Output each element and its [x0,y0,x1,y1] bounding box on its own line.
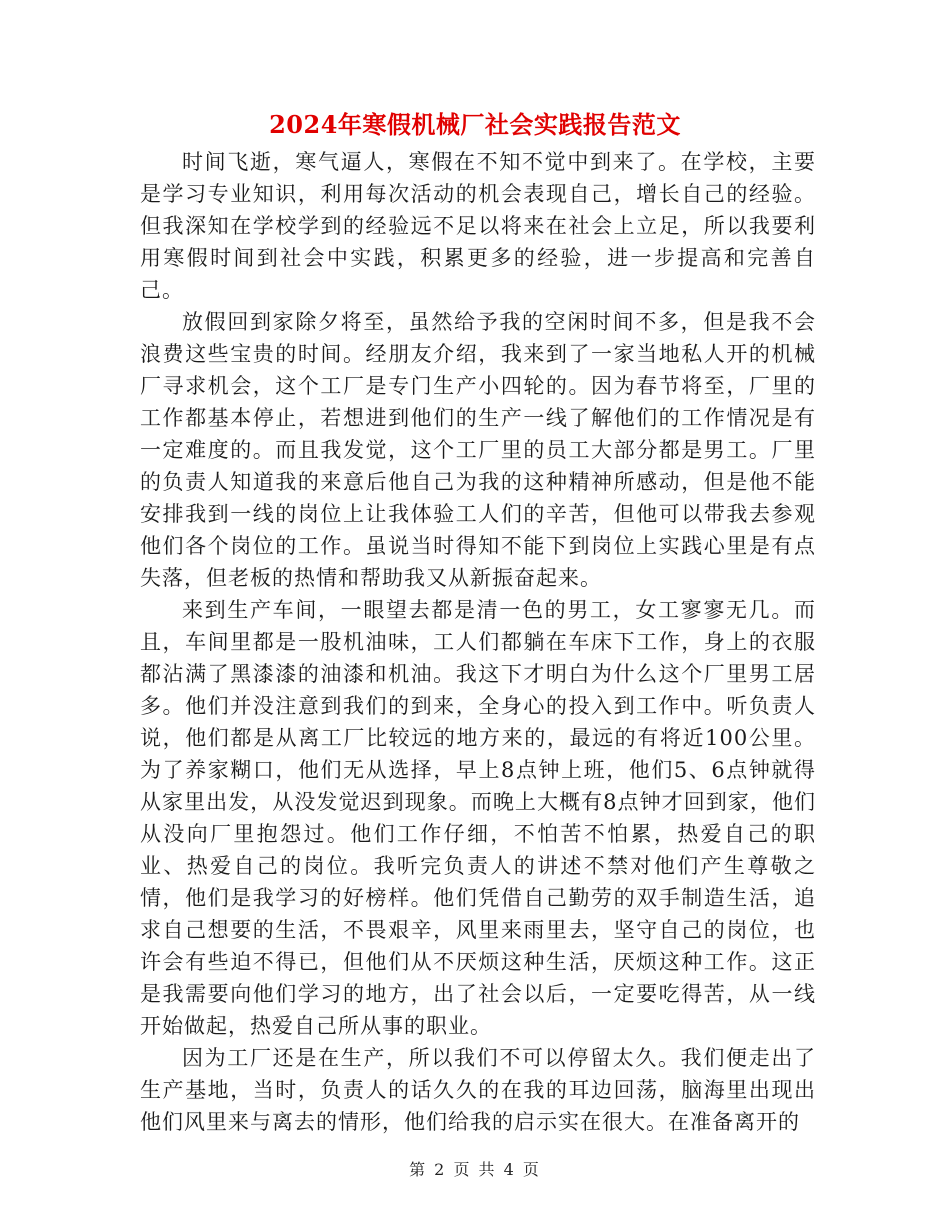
paragraph-3: 来到生产车间，一眼望去都是清一色的男工，女工寥寥无几。而且，车间里都是一股机油味，工人们都躺在车床下工作，身上的衣服都沾满了黑漆漆的油漆和机油。我这下才明白为什么这个厂里男工居多。他们并没注意到我们的到来，全身心的投入到工作中。听负责人说，他们都是从离工厂比较远的地方来的，最远的有将近100公里。为了养家糊口，他们无从选择，早上8点钟上班，他们5、6点钟就得从家里出发，从没发觉迟到现象。而晚上大概有8点钟才回到家，他们从没向厂里抱怨过。他们工作仔细，不怕苦不怕累，热爱自己的职业、热爱自己的岗位。我听完负责人的讲述不禁对他们产生尊敬之情，他们是我学习的好榜样。他们凭借自己勤劳的双手制造生活，追求自己想要的生活，不畏艰辛，风里来雨里去，坚守自己的岗位，也许会有些迫不得已，但他们从不厌烦这种生活，厌烦这种工作。这正是我需要向他们学习的地方，出了社会以后，一定要吃得苦，从一线开始做起，热爱自己所从事的职业。 [140,598,816,1038]
page-number-footer: 第 2 页 共 4 页 [409,1160,541,1179]
document-title: 2024年寒假机械厂社会实践报告范文 [269,110,681,139]
paragraph-1: 时间飞逝，寒气逼人，寒假在不知不觉中到来了。在学校，主要是学习专业知识，利用每次活动的机会表现自己，增长自己的经验。但我深知在学校学到的经验远不足以将来在社会上立足，所以我要利用寒假时间到社会中实践，积累更多的经验，进一步提高和完善自己。 [140,150,816,302]
document-body [140,146,816,1138]
paragraph-2: 放假回到家除夕将至，虽然给予我的空闲时间不多，但是我不会浪费这些宝贵的时间。经朋友介绍，我来到了一家当地私人开的机械厂寻求机会，这个工厂是专门生产小四轮的。因为春节将至，厂里的工作都基本停止，若想进到他们的生产一线了解他们的工作情况是有一定难度的。而且我发觉，这个工厂里的员工大部分都是男工。厂里的负责人知道我的来意后他自己为我的这种精神所感动，但是他不能安排我到一线的岗位上让我体验工人们的辛苦，但他可以带我去参观他们各个岗位的工作。虽说当时得知不能下到岗位上实践心里是有点失落，但老板的热情和帮助我又从新振奋起来。 [140,310,816,590]
paragraph-4: 因为工厂还是在生产，所以我们不可以停留太久。我们便走出了生产基地，当时，负责人的话久久的在我的耳边回荡，脑海里出现出他们风里来与离去的情形，他们给我的启示实在很大。在准备离开的 [140,1046,816,1134]
